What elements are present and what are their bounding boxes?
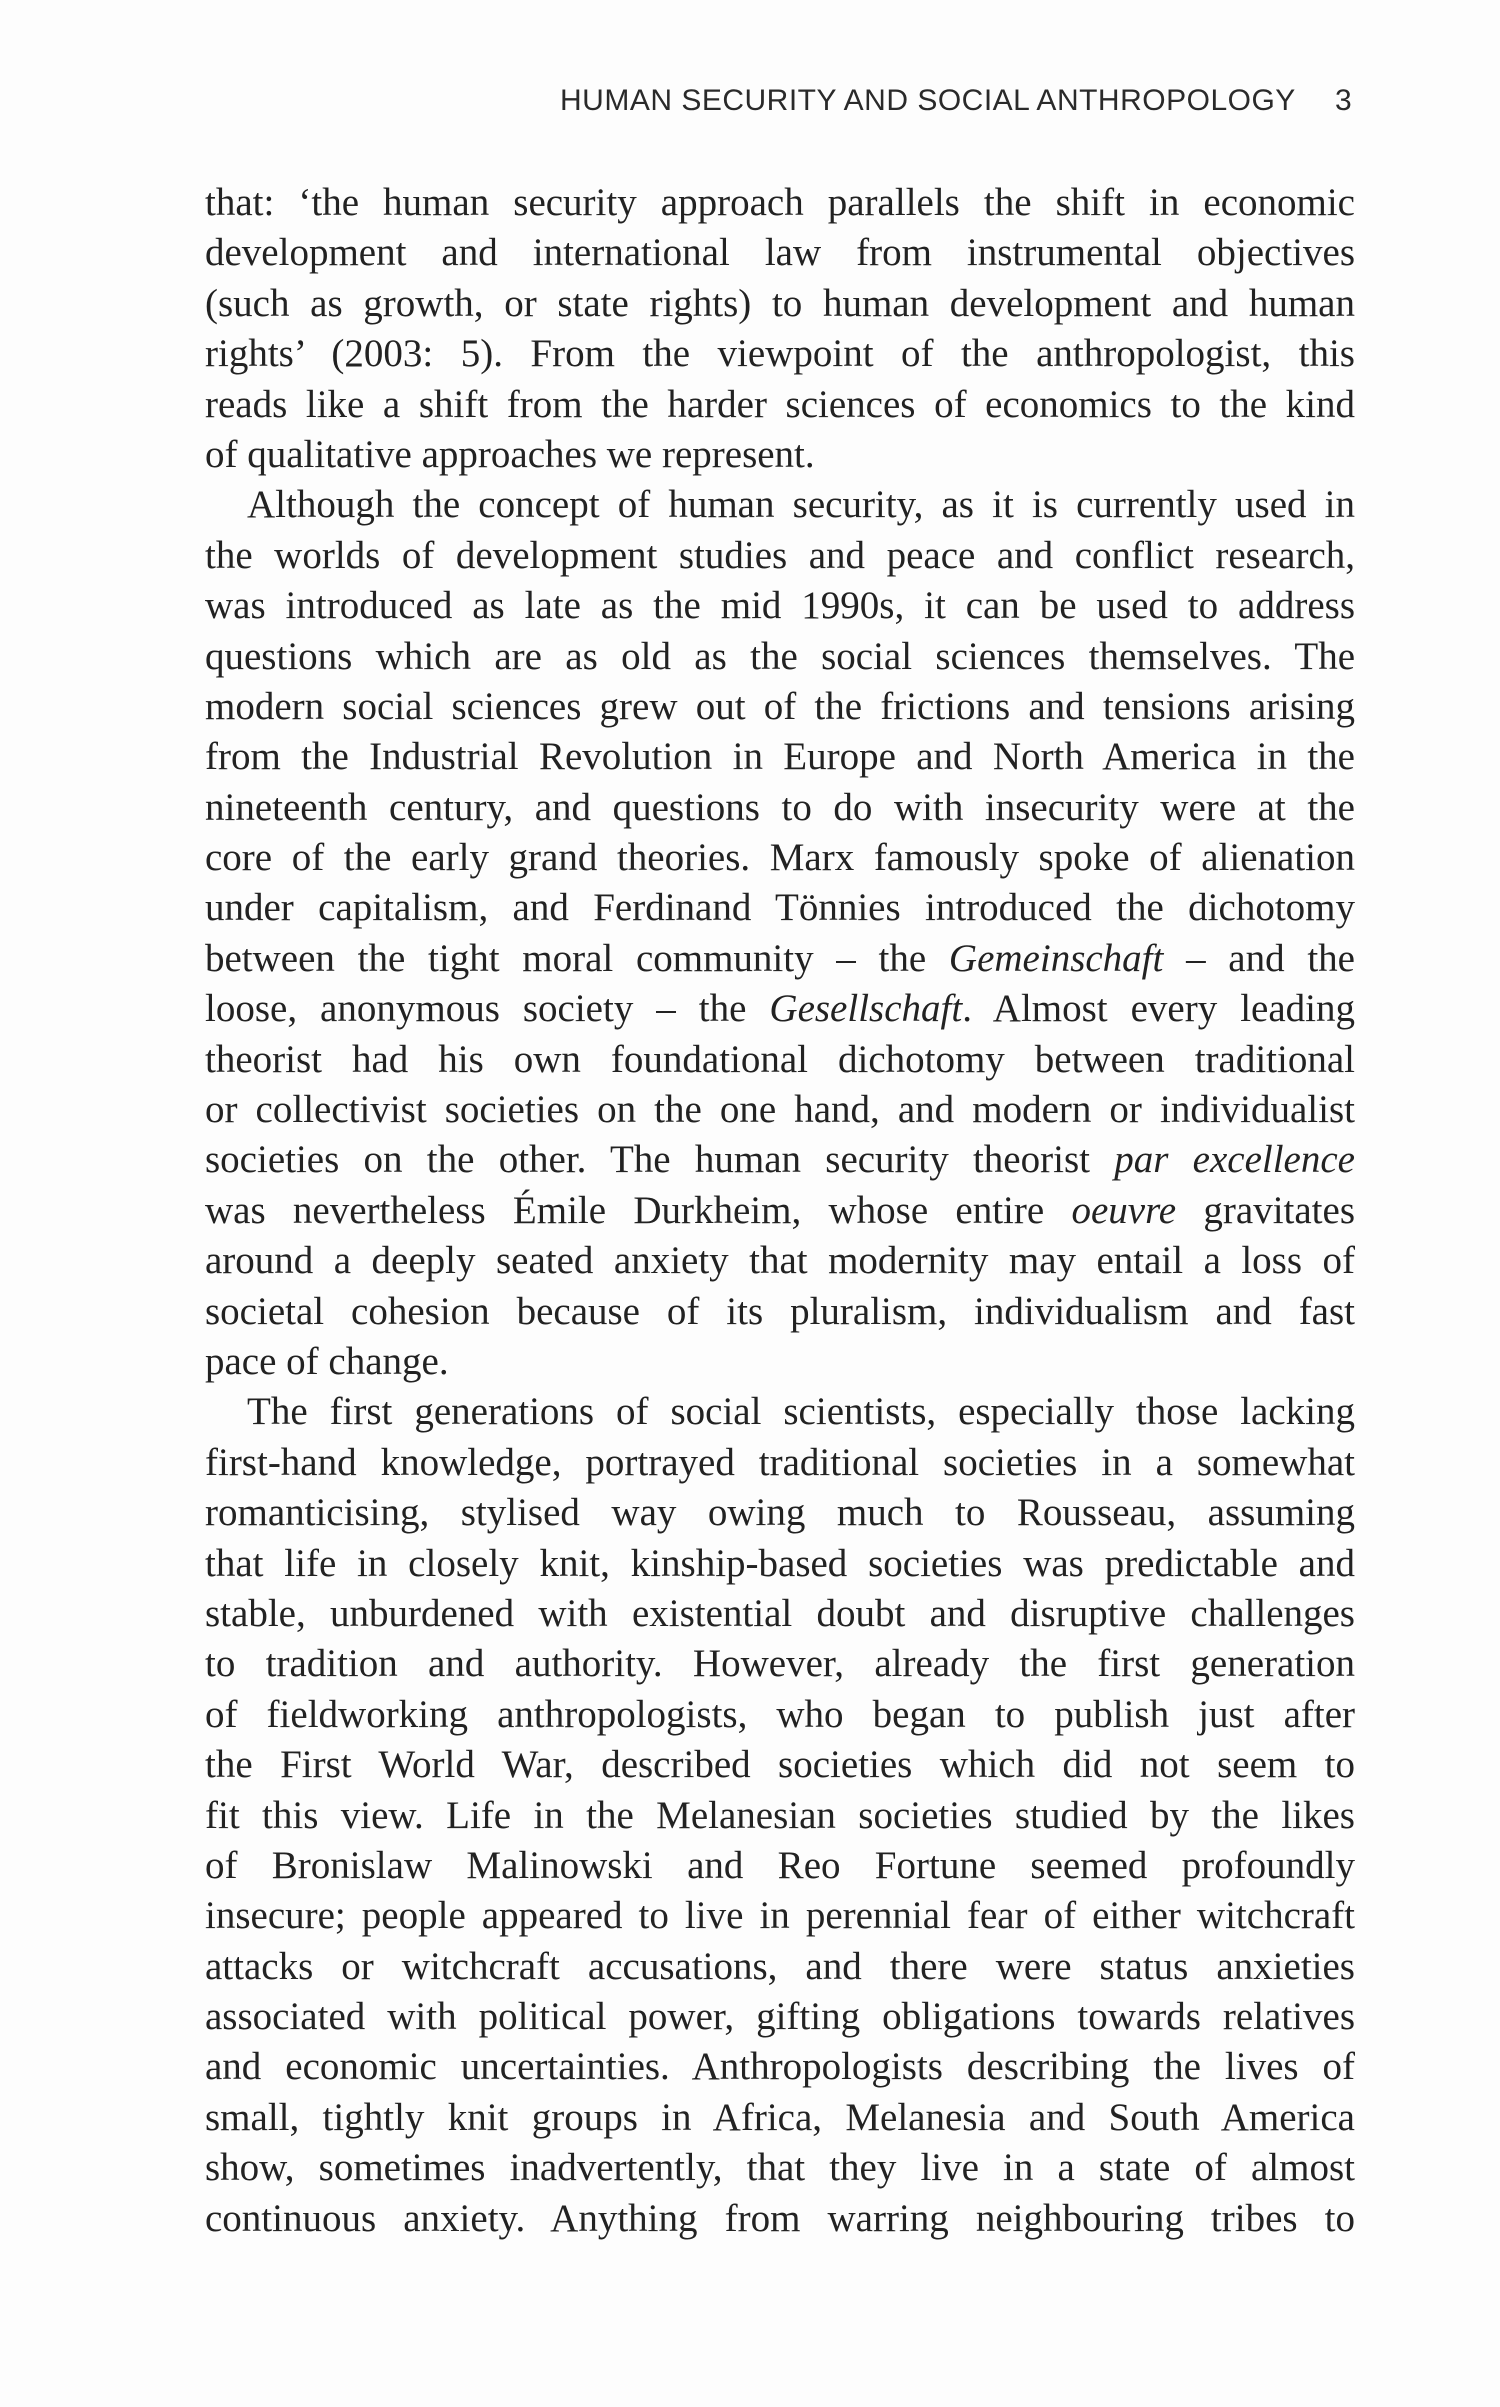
text-line: the First World War, described societies which did not seem to — [205, 1743, 1355, 1787]
italic-term: par excellence — [1114, 1138, 1355, 1182]
text-line: theorist had his own foundational dichotomy between traditional — [205, 1037, 1355, 1081]
text-line: of qualitative approaches we represent. — [205, 432, 815, 476]
text-line: rights’ (2003: 5). From the viewpoint of the anthropologist, this — [205, 332, 1355, 376]
text-run: . Almost every leading — [962, 987, 1355, 1031]
text-line: pace of change. — [205, 1339, 449, 1383]
text-line: insecure; people appeared to live in perennial fear of either witchcraft — [205, 1894, 1355, 1938]
text-line: (such as growth, or state rights) to human development and human — [205, 281, 1355, 325]
page-number: 3 — [1335, 84, 1353, 117]
text-run: loose, anonymous society – the — [205, 987, 770, 1031]
text-line — [205, 1135, 1355, 1185]
text-line: nineteenth century, and questions to do with insecurity were at the — [205, 785, 1355, 829]
text-line: and economic uncertainties. Anthropologists describing the lives of — [205, 2045, 1355, 2089]
paragraph-3 — [205, 1387, 1355, 2244]
text-line: questions which are as old as the social sciences themselves. The — [205, 634, 1355, 678]
text-line: attacks or witchcraft accusations, and there were status anxieties — [205, 1944, 1355, 1988]
text-line: modern social sciences grew out of the frictions and tensions arising — [205, 684, 1355, 728]
text-line: or collectivist societies on the one hand, and modern or individualist — [205, 1088, 1355, 1132]
text-line: of Bronislaw Malinowski and Reo Fortune seemed profoundly — [205, 1843, 1355, 1887]
text-line: under capitalism, and Ferdinand Tönnies introduced the dichotomy — [205, 886, 1355, 930]
text-run: was nevertheless Émile Durkheim, whose entire — [205, 1188, 1072, 1232]
italic-term: Gesellschaft — [769, 987, 963, 1031]
text-line: development and international law from instrumental objectives — [205, 231, 1355, 275]
text-line: societal cohesion because of its pluralism, individualism and fast — [205, 1289, 1355, 1333]
text-line: small, tightly knit groups in Africa, Melanesia and South America — [205, 2095, 1355, 2139]
text-line: around a deeply seated anxiety that modernity may entail a loss of — [205, 1239, 1355, 1283]
text-line: romanticising, stylised way owing much to Rousseau, assuming — [205, 1491, 1355, 1535]
text-line: that life in closely knit, kinship-based societies was predictable and — [205, 1541, 1355, 1585]
text-line: reads like a shift from the harder sciences of economics to the kind — [205, 382, 1355, 426]
text-line: fit this view. Life in the Melanesian societies studied by the likes — [205, 1793, 1355, 1837]
running-head-title: HUMAN SECURITY AND SOCIAL ANTHROPOLOGY — [560, 84, 1296, 117]
text-line: that: ‘the human security approach parallels the shift in economic — [205, 181, 1355, 224]
italic-term: oeuvre — [1071, 1188, 1177, 1232]
text-run: societies on the other. The human security theorist — [205, 1138, 1115, 1182]
text-line: was introduced as late as the mid 1990s, it can be used to address — [205, 584, 1355, 628]
text-line: core of the early grand theories. Marx famously spoke of alienation — [205, 836, 1355, 880]
text-line: associated with political power, gifting obligations towards relatives — [205, 1995, 1355, 2039]
text-line: show, sometimes inadvertently, that they live in a state of almost — [205, 2146, 1355, 2190]
text-line: first-hand knowledge, portrayed traditional societies in a somewhat — [205, 1440, 1355, 1484]
text-line: of fieldworking anthropologists, who began to publish just after — [205, 1692, 1355, 1736]
paragraph-1 — [205, 178, 1355, 480]
text-line — [205, 1186, 1355, 1236]
text-run: – and the — [1163, 936, 1355, 980]
text-line — [205, 934, 1355, 984]
text-line: to tradition and authority. However, already the first generation — [205, 1642, 1355, 1686]
text-line: The first generations of social scientists, especially those lacking — [247, 1390, 1355, 1434]
text-line: stable, unburdened with existential doubt and disruptive challenges — [205, 1591, 1355, 1635]
text-line: from the Industrial Revolution in Europe and North America in the — [205, 735, 1355, 779]
paragraph-2 — [205, 480, 1355, 1387]
text-line: the worlds of development studies and peace and conflict research, — [205, 533, 1355, 577]
body-text — [205, 178, 1355, 2244]
running-head — [560, 84, 1360, 118]
text-line: continuous anxiety. Anything from warring neighbouring tribes to — [205, 2196, 1355, 2240]
text-line: Although the concept of human security, as it is currently used in — [247, 483, 1355, 527]
text-run: between the tight moral community – the — [205, 936, 949, 980]
text-run: gravitates — [1176, 1188, 1355, 1232]
text-line — [205, 984, 1355, 1034]
italic-term: Gemeinschaft — [948, 936, 1164, 980]
